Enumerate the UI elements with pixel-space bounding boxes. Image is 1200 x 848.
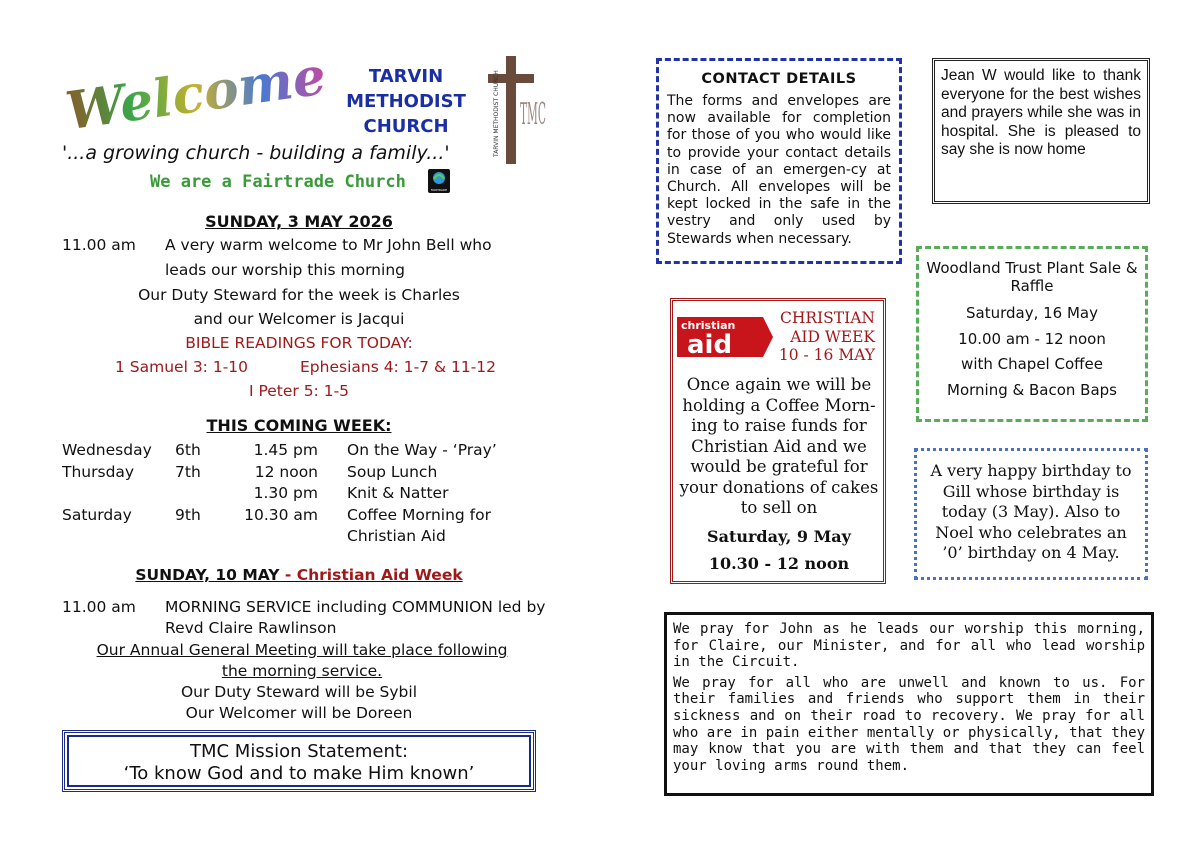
welcome-word: Welcome [62,45,330,143]
week-date [175,483,225,505]
reading-3: I Peter 5: 1-5 [248,382,350,400]
week-event: Soup Lunch [347,462,438,481]
agm-notice: Our Annual General Meeting will take place following the morning service. [96,641,508,680]
sunday1-heading: SUNDAY, 3 MAY 2026 [205,212,393,231]
fairtrade-mark-icon [428,169,450,193]
tagline: '...a growing church - building a family...' [62,142,450,164]
woodland-date: Saturday, 16 May [966,304,1098,322]
woodland-title: Woodland Trust Plant Sale & Raffle [926,259,1138,295]
week-time: 10.30 am [244,505,318,524]
week-row [62,440,536,462]
week-time: 12 noon [254,462,318,481]
sunday2-welcomer: Our Welcomer will be Doreen [185,704,413,722]
week-row [62,505,536,548]
prayer-para-2: We pray for all who are unwell and known to us. For their families and friends who support them in their sickness and on their road to recovery. We pray for all who are in pain either mentally or physically, that they may know that you are with them and that they can feel your loving arms round them. [673,674,1146,774]
prayer-para-1: We pray for John as he leads our worship this morning, for Claire, our Minister, and for all who lead worship in the Circuit. [673,621,1145,671]
sunday2-time: 11.00 am [62,598,136,616]
logo-letters: TMC [520,97,546,132]
sunday1-steward: Our Duty Steward for the week is Charles [138,286,460,304]
contact-title: CONTACT DETAILS [701,71,857,87]
birthday-notice: A very happy birthday to Gill whose birthday is today (3 May). Also to Noel who celebrates an ’0’ birthday on 4 May. [914,448,1148,580]
christian-aid-box [670,298,886,584]
christian-aid-heading [765,309,875,365]
mission-statement [62,730,536,792]
week-time: 1.30 pm [253,484,318,502]
church-name-line2: METHODIST [346,91,466,112]
sunday2-service-line2: Revd Claire Rawlinson [165,619,337,637]
church-name-line1: TARVIN [368,66,444,87]
welcome-wordart [62,40,332,143]
week-date: 7th [175,462,201,481]
reading-2: Ephesians 4: 1-7 & 11-12 [300,358,497,376]
week-day [62,483,175,505]
week-event: Knit & Natter [347,484,449,502]
mission-title: TMC Mission Statement: [189,741,409,762]
week-heading: THIS COMING WEEK: [206,416,392,435]
sunday2-steward: Our Duty Steward will be Sybil [180,683,418,701]
svg-text:aid: aid [687,330,733,360]
ca-head-line1: CHRISTIAN [779,309,875,327]
christian-aid-logo [677,311,773,360]
sunday1-welcome-line1: A very warm welcome to Mr John Bell who [165,236,492,254]
fairtrade-line: We are a Fairtrade Church [150,172,406,192]
sunday1-welcomer: and our Welcomer is Jacqui [193,310,405,328]
week-row [62,483,536,505]
church-name-line3: CHURCH [363,116,449,137]
church-name [330,64,482,139]
week-time: 1.45 pm [253,441,318,459]
jean-notice: Jean W would like to thank everyone for the best wishes and prayers while she was in hospital. She is pleased to say she is now home [932,58,1150,204]
sunday2-service-line1: MORNING SERVICE including COMMUNION led by [165,598,546,616]
week-event: Coffee Morning for Christian Aid [347,505,491,545]
christian-aid-when [679,523,879,577]
woodland-time: 10.00 am - 12 noon [958,329,1106,348]
ca-head-line2: AID WEEK [790,327,875,346]
church-logo [478,52,548,168]
ca-date: Saturday, 9 May [707,527,851,546]
week-day: Saturday [62,505,132,524]
week-row [62,462,536,484]
woodland-trust-box [916,246,1148,422]
sunday2-heading [62,566,536,584]
week-date: 6th [175,441,201,459]
week-table [62,440,536,548]
sunday1-time: 11.00 am [62,236,136,254]
christian-aid-body: Once again we will be holding a Coffee Morn-ing to raise funds for Christian Aid and we would be grateful for your donations of cakes to sell on [679,375,879,517]
readings-heading: BIBLE READINGS FOR TODAY: [185,334,413,352]
week-day: Wednesday [62,441,152,459]
contact-body: The forms and envelopes are now available for completion for those of you who would like to provide your contact details in case of an emergen-cy at Church. All envelopes will be kept locked in the safe in the vestry and only used by Stewards when necessary. [667,93,891,247]
week-date: 9th [175,505,201,524]
sunday1-welcome-line2: leads our worship this morning [165,261,405,279]
logo-text: TARVIN METHODIST CHURCH [493,70,500,157]
woodland-baps: Morning & Bacon Baps [947,380,1117,399]
ca-time: 10.30 - 12 noon [708,554,850,573]
woodland-coffee: with Chapel Coffee [961,355,1103,373]
week-event: On the Way - ‘Pray’ [347,441,497,459]
week-day: Thursday [62,462,135,481]
ca-head-line3: 10 - 16 MAY [778,346,875,364]
sunday2-heading-suffix: - Christian Aid Week [279,566,463,584]
reading-1: 1 Samuel 3: 1-10 [115,358,249,376]
contact-details-box [656,58,902,264]
sunday2-heading-date: SUNDAY, 10 MAY [135,566,280,584]
svg-text:christian: christian [681,319,736,332]
svg-text:FAIRTRADE: FAIRTRADE [430,188,448,192]
mission-text: ‘To know God and to make Him known’ [123,763,475,784]
prayer-box [664,612,1154,796]
